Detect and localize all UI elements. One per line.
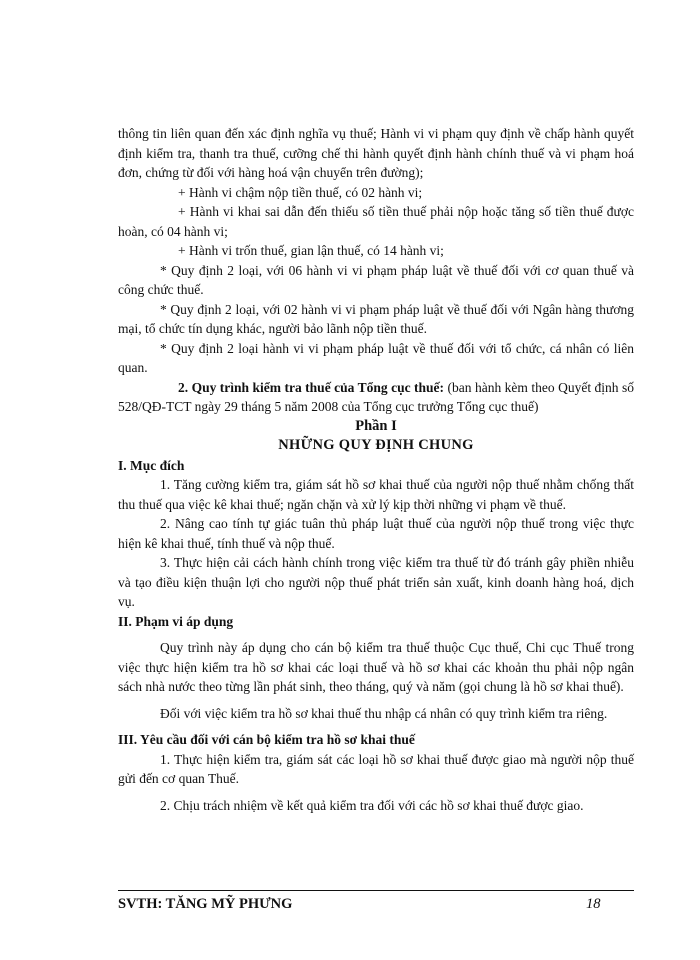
requirement-item-1: 1. Thực hiện kiểm tra, giám sát các loại hồ sơ khai thuế được giao mà người nộp thuế gửi đến cơ quan Thuế. [118,751,634,786]
rule-banks: * Quy định 2 loại, với 02 hành vi vi phạm pháp luật về thuế đối với Ngân hàng thương mại, tổ chức tín dụng khác, người bảo lãnh nộp tiền thuế. [118,301,634,336]
purpose-item-1: 1. Tăng cường kiểm tra, giám sát hồ sơ khai thuế của người nộp thuế nhằm chống thất thu thuế qua việc kê khai thuế; ngăn chặn và xử lý kịp thời những vi phạm về thuế. [118,477,634,512]
paragraph-violations-info: thông tin liên quan đến xác định nghĩa vụ thuế; Hành vi vi phạm quy định về chấp hành quyết định kiểm tra, thanh tra thuế, cưỡng chế thi hành quyết định hành chính thuế và vi phạm hoá đơn, chứng từ đối với hàng hoá vận chuyển trên đường); [118,126,634,180]
list-item-false-declaration: + Hành vi khai sai dẫn đến thiếu số tiền thuế phải nộp hoặc tăng số tiền thuế được hoàn, có 04 hành vi; [118,204,634,239]
inspection-process-reference: (ban hành kèm theo Quyết định số 528/QĐ-TCT ngày 29 tháng 5 năm 2008 của Tổng cục trưởng Tổng cục thuế) [118,379,634,414]
list-item-late-payment: + Hành vi chậm nộp tiền thuế, có 02 hành vi; [178,184,423,200]
requirement-item-2: 2. Chịu trách nhiệm về kết quả kiểm tra đối với các hồ sơ khai thuế được giao. [160,797,584,813]
section-heading-purpose: I. Mục đích [118,457,185,473]
page-body [118,124,634,815]
part-label: Phần I [355,417,397,434]
footer-divider [118,890,634,891]
inspection-process-heading: 2. Quy trình kiểm tra thuế của Tổng cục thuế: [178,379,445,395]
footer-author: SVTH: TĂNG MỸ PHƯNG [118,896,293,912]
purpose-item-3: 3. Thực hiện cải cách hành chính trong việc kiểm tra thuế từ đó tránh gây phiền nhiễu và tạo điều kiện thuận lợi cho người nộp thuế phát triển sản xuất, kinh doanh hàng hoá, dịch vụ. [118,555,634,609]
section-heading-scope: II. Phạm vi áp dụng [118,613,234,629]
scope-item-2: Đối với việc kiểm tra hồ sơ khai thuế thu nhập cá nhân có quy trình kiểm tra riêng. [160,705,608,721]
rule-tax-authority: * Quy định 2 loại, với 06 hành vi vi phạm pháp luật về thuế đối với cơ quan thuế và công chức thuế. [118,262,634,297]
list-item-tax-evasion: + Hành vi trốn thuế, gian lận thuế, có 14 hành vi; [178,243,444,258]
scope-item-1: Quy trình này áp dụng cho cán bộ kiểm tra thuế thuộc Cục thuế, Chi cục Thuế trong việc thực hiện kiểm tra hồ sơ khai các loại thuế và hồ sơ khai các khoản thu phải nộp ngân sách nhà nước theo từng lần phát sinh, theo tháng, quý và năm (gọi chung là hồ sơ khai thuế). [118,640,634,694]
part-title: NHỮNG QUY ĐỊNH CHUNG [278,437,474,453]
page-number: 18 [586,896,601,912]
paragraph-inspection-process [118,378,634,417]
rule-related-parties: * Quy định 2 loại hành vi vi phạm pháp luật về thuế đối với tổ chức, cá nhân có liên quan. [118,340,634,375]
purpose-item-2: 2. Nâng cao tính tự giác tuân thủ pháp luật thuế của người nộp thuế trong việc thực hiện kê khai thuế, tính thuế và nộp thuế. [118,516,634,551]
section-heading-requirements: III. Yêu cầu đối với cán bộ kiểm tra hồ sơ khai thuế [118,732,415,747]
